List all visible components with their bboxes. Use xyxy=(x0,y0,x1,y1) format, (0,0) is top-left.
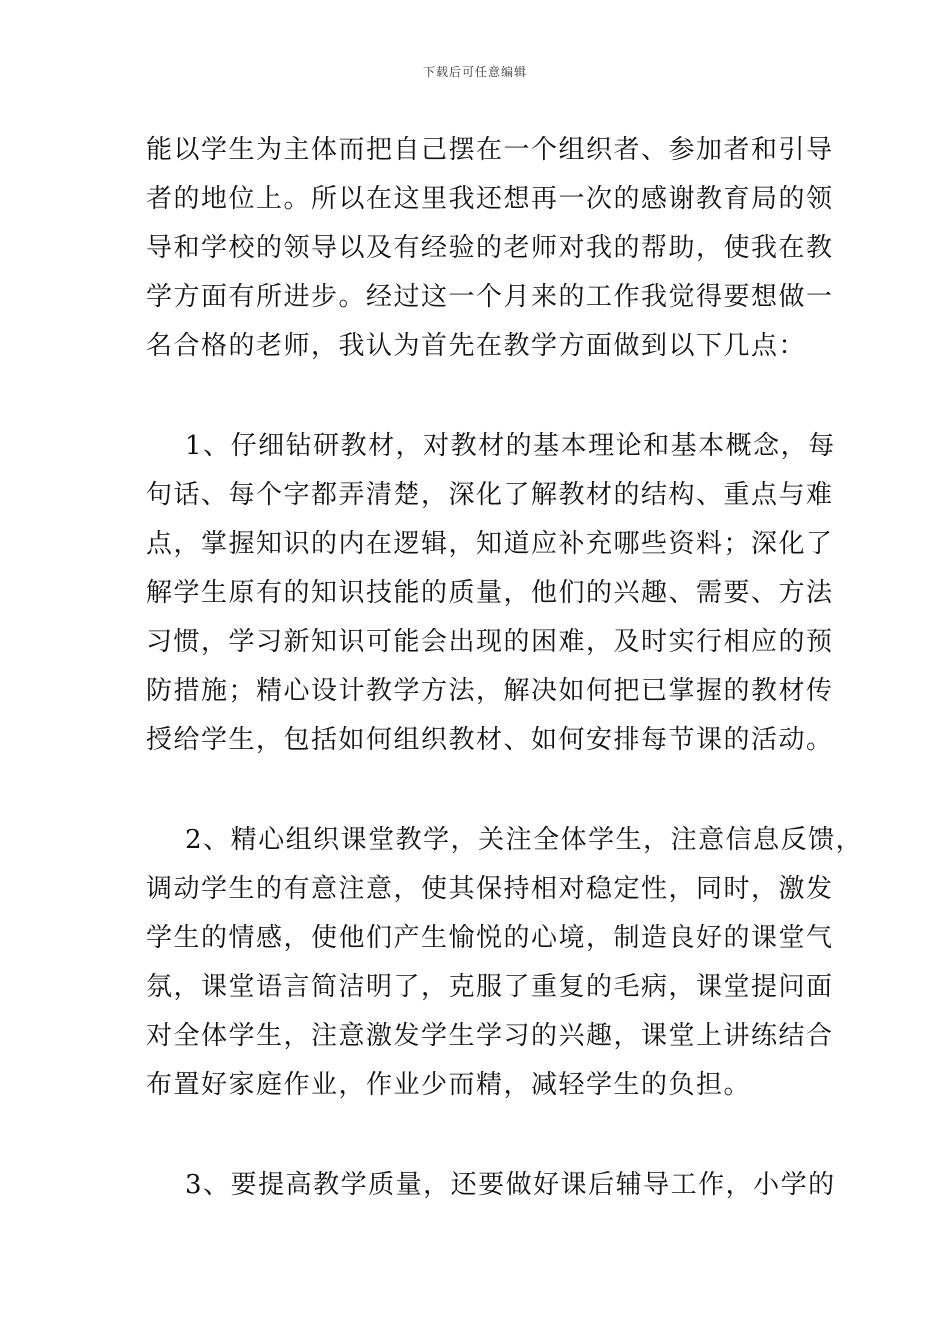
paragraph-spacer xyxy=(146,765,818,816)
paragraph xyxy=(146,816,864,1110)
paragraph-spacer xyxy=(146,371,818,422)
document-body xyxy=(146,126,864,1210)
text-line: 调动学生的有意注意，使其保持相对稳定性，同时，激发 xyxy=(146,874,834,904)
text-line: 布置好家庭作业，作业少而精，减轻学生的负担。 xyxy=(146,1070,752,1100)
paragraph xyxy=(146,126,834,371)
text-line: 防措施；精心设计教学方法，解决如何把已掌握的教材传 xyxy=(146,676,834,706)
text-line: 者的地位上。所以在这里我还想再一次的感谢教育局的领 xyxy=(146,184,834,214)
text-line: 名合格的老师，我认为首先在教学方面做到以下几点： xyxy=(146,331,807,361)
text-line: 3、要提高教学质量，还要做好课后辅导工作，小学的 xyxy=(146,1170,836,1200)
text-line: 对全体学生，注意激发学生学习的兴趣，课堂上讲练结合 xyxy=(146,1021,834,1051)
text-line: 点，掌握知识的内在逻辑，知道应补充哪些资料；深化了 xyxy=(146,529,834,559)
text-line: 导和学校的领导以及有经验的老师对我的帮助，使我在教 xyxy=(146,233,834,263)
text-line: 解学生原有的知识技能的质量，他们的兴趣、需要、方法 xyxy=(146,578,834,608)
text-line: 学生的情感，使他们产生愉悦的心境，制造良好的课堂气 xyxy=(146,923,834,953)
text-line: 授给学生，包括如何组织教材、如何安排每节课的活动。 xyxy=(146,725,834,755)
text-line: 氛，课堂语言简洁明了，克服了重复的毛病，课堂提问面 xyxy=(146,972,834,1002)
text-line: 2、精心组织课堂教学，关注全体学生，注意信息反馈， xyxy=(146,825,864,855)
paragraph xyxy=(146,422,836,765)
paragraph xyxy=(146,1161,836,1210)
text-line: 习惯，学习新知识可能会出现的困难，及时实行相应的预 xyxy=(146,627,834,657)
text-line: 句话、每个字都弄清楚，深化了解教材的结构、重点与难 xyxy=(146,480,834,510)
paragraph-spacer xyxy=(146,1110,818,1161)
page-header: 下载后可任意编辑 xyxy=(422,65,527,79)
text-line: 学方面有所进步。经过这一个月来的工作我觉得要想做一 xyxy=(146,282,834,312)
text-line: 1、仔细钻研教材，对教材的基本理论和基本概念，每 xyxy=(146,431,836,461)
text-line: 能以学生为主体而把自己摆在一个组织者、参加者和引导 xyxy=(146,135,834,165)
